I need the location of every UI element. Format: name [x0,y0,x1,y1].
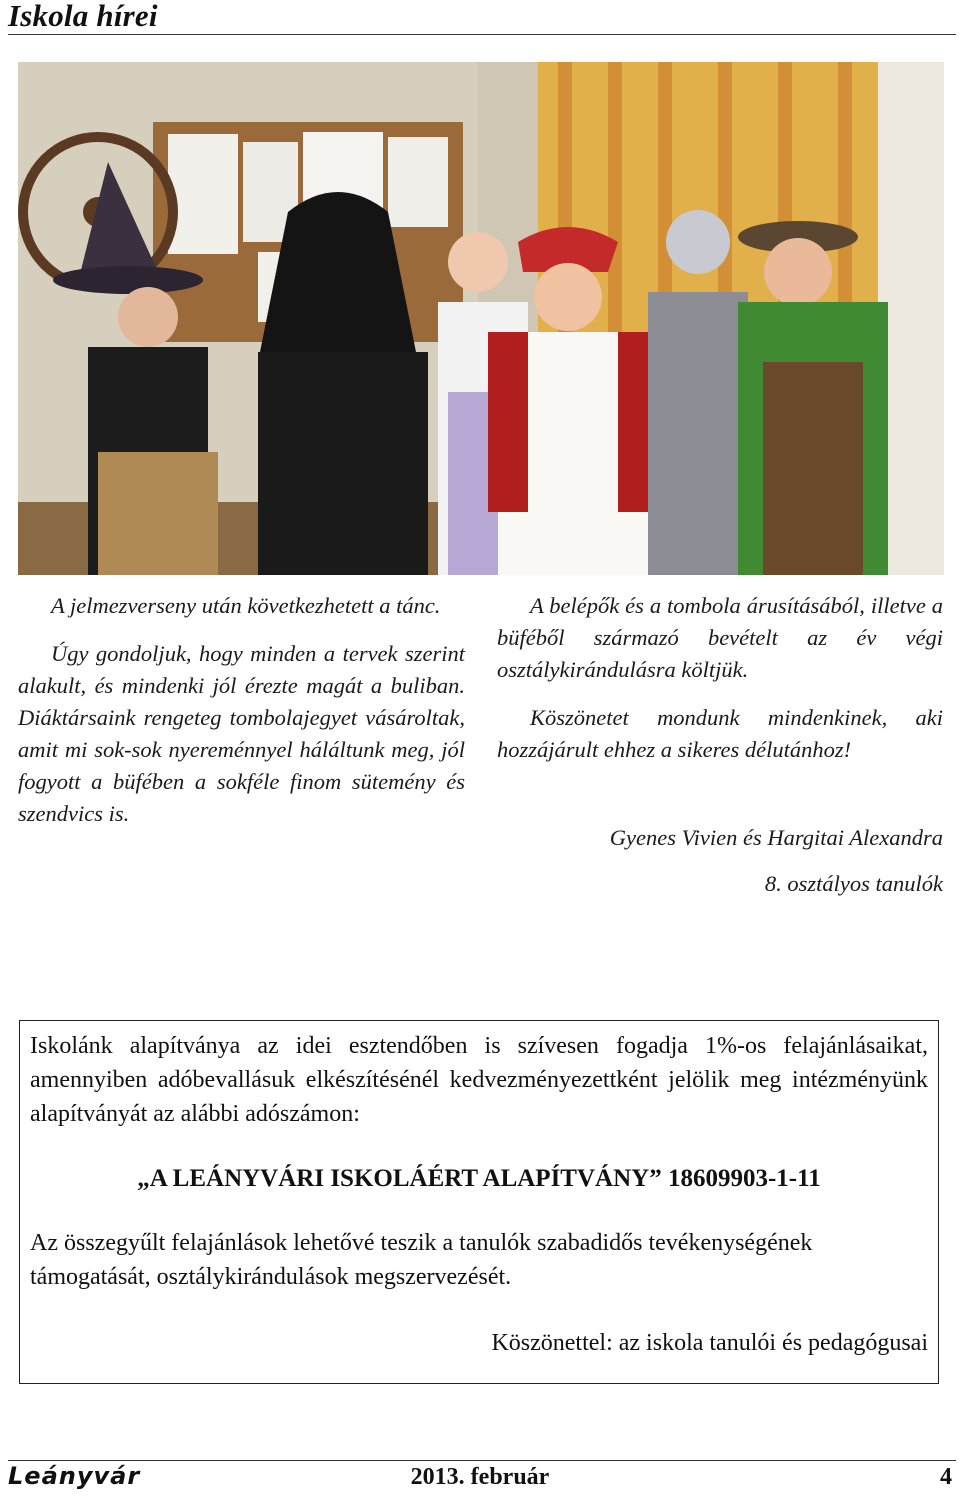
page-number: 4 [940,1464,952,1490]
notice-thanks: Köszönettel: az iskola tanulói és pedagógusai [491,1330,928,1356]
article-author-role: 8. osztályos tanulók [764,871,943,896]
article-right-column [497,590,943,900]
donation-notice-box [19,1020,939,1384]
title-divider [8,34,956,35]
notice-usage: Az összegyűlt felajánlások lehetővé teszik a tanulók szabadidős tevékenységének támogatását, osztálykirándulások megszervezését. [30,1230,813,1290]
article-paragraph: Köszönetet mondunk mindenkinek, aki hozzájárult ehhez a sikeres délutánhoz! [497,705,943,762]
section-title: Iskola hírei [8,0,158,33]
article-left-column [18,590,465,830]
article-paragraph: Úgy gondoljuk, hogy minden a tervek szerint alakult, és mindenki jól érezte magát a buliban. Diáktársaink rengeteg tombolajegyet vásároltak, amit mi sok-sok nyereménnyel háláltunk meg, jól fogyott a büfében a sokféle finom sütemény és szendvics is. [18,641,465,826]
article-paragraph: A jelmezverseny után következhetett a tánc. [51,593,441,618]
footer-brand: Leányvár [8,1462,141,1490]
notice-intro: Iskolánk alapítványa az idei esztendőben is szívesen fogadja 1%-os felajánlásaikat, amennyiben adóbevallásuk elkészítésénél kedvezményezettként jelölik meg intézményünk alapítványát az alábbi adószámon: [30,1033,928,1127]
group-photo [18,62,944,575]
foundation-name: „A LEÁNYVÁRI ISKOLÁÉRT ALAPÍTVÁNY” 18609903-1-11 [137,1165,821,1192]
footer-divider [8,1460,956,1461]
article-signature: Gyenes Vivien és Hargitai Alexandra [609,825,943,850]
footer-date: 2013. február [410,1464,550,1490]
article-paragraph: A belépők és a tombola árusításából, illetve a büféből származó bevételt az év végi osztálykirándulásra költjük. [497,593,943,682]
